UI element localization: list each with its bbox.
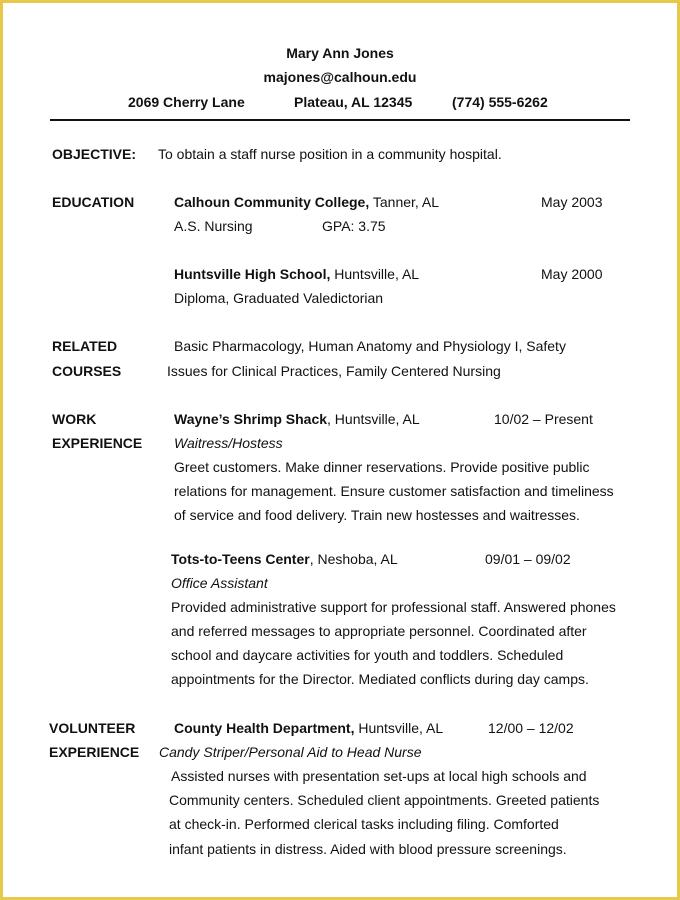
objective-text: To obtain a staff nurse position in a community hospital. (158, 146, 502, 162)
resume-phone: (774) 555-6262 (452, 94, 548, 110)
job-description-line: Greet customers. Make dinner reservations. Provide positive public (174, 459, 590, 475)
volunteer-heading-line1: VOLUNTEER (49, 720, 136, 736)
job-employer-line (171, 551, 398, 567)
job-title: Office Assistant (171, 575, 268, 591)
courses-line: Basic Pharmacology, Human Anatomy and Physiology I, Safety (174, 338, 566, 354)
job-dates: 09/01 – 09/02 (485, 551, 571, 567)
job-description-line: of service and food delivery. Train new hostesses and waitresses. (174, 507, 580, 523)
job-description-line: school and daycare activities for youth and toddlers. Scheduled (171, 647, 564, 663)
resume-street: 2069 Cherry Lane (128, 94, 245, 110)
volunteer-employer-line (174, 720, 443, 736)
volunteer-location: Huntsville, AL (354, 720, 444, 736)
volunteer-heading-line2: EXPERIENCE (49, 744, 140, 760)
courses-heading-line2: COURSES (52, 363, 122, 379)
job-title: Waitress/Hostess (174, 435, 283, 451)
work-heading-line1: WORK (52, 411, 97, 427)
education-school: Huntsville High School, (174, 266, 331, 282)
education-location: Tanner, AL (369, 194, 440, 210)
education-degree: Diploma, Graduated Valedictorian (174, 290, 384, 306)
education-gpa: GPA: 3.75 (322, 218, 386, 234)
job-description-line: and referred messages to appropriate personnel. Coordinated after (171, 623, 587, 639)
job-dates: 10/02 – Present (494, 411, 593, 427)
courses-heading-line1: RELATED (52, 338, 118, 354)
volunteer-dates: 12/00 – 12/02 (488, 720, 574, 736)
courses-line: Issues for Clinical Practices, Family Centered Nursing (167, 363, 501, 379)
job-location: , Neshoba, AL (309, 551, 398, 567)
job-description-line: appointments for the Director. Mediated conflicts during day camps. (171, 671, 589, 687)
education-entry-school-line (174, 194, 439, 210)
volunteer-description-line: Assisted nurses with presentation set-ups at local high schools and (171, 768, 587, 784)
job-description-line: relations for management. Ensure customer satisfaction and timeliness (174, 483, 614, 499)
job-employer-line (174, 411, 420, 427)
resume-email: majones@calhoun.edu (263, 69, 417, 85)
education-entry-school-line (174, 266, 419, 282)
volunteer-description-line: infant patients in distress. Aided with blood pressure screenings. (169, 841, 567, 857)
education-location: Huntsville, AL (330, 266, 420, 282)
job-employer: Tots-to-Teens Center (171, 551, 310, 567)
work-heading-line2: EXPERIENCE (52, 435, 143, 451)
education-degree: A.S. Nursing (174, 218, 253, 234)
education-school: Calhoun Community College, (174, 194, 370, 210)
resume-name: Mary Ann Jones (286, 45, 394, 61)
education-date: May 2000 (541, 266, 603, 282)
volunteer-description-line: Community centers. Scheduled client appointments. Greeted patients (169, 792, 600, 808)
resume-city: Plateau, AL 12345 (294, 94, 413, 110)
job-employer: Wayne’s Shrimp Shack (174, 411, 328, 427)
objective-heading: OBJECTIVE: (52, 146, 137, 162)
volunteer-title: Candy Striper/Personal Aid to Head Nurse (159, 744, 422, 760)
volunteer-employer: County Health Department, (174, 720, 355, 736)
job-description-line: Provided administrative support for professional staff. Answered phones (171, 599, 616, 615)
education-date: May 2003 (541, 194, 603, 210)
header-divider (50, 119, 630, 121)
volunteer-description-line: at check-in. Performed clerical tasks including filing. Comforted (169, 816, 559, 832)
education-heading: EDUCATION (52, 194, 135, 210)
job-location: , Huntsville, AL (327, 411, 420, 427)
